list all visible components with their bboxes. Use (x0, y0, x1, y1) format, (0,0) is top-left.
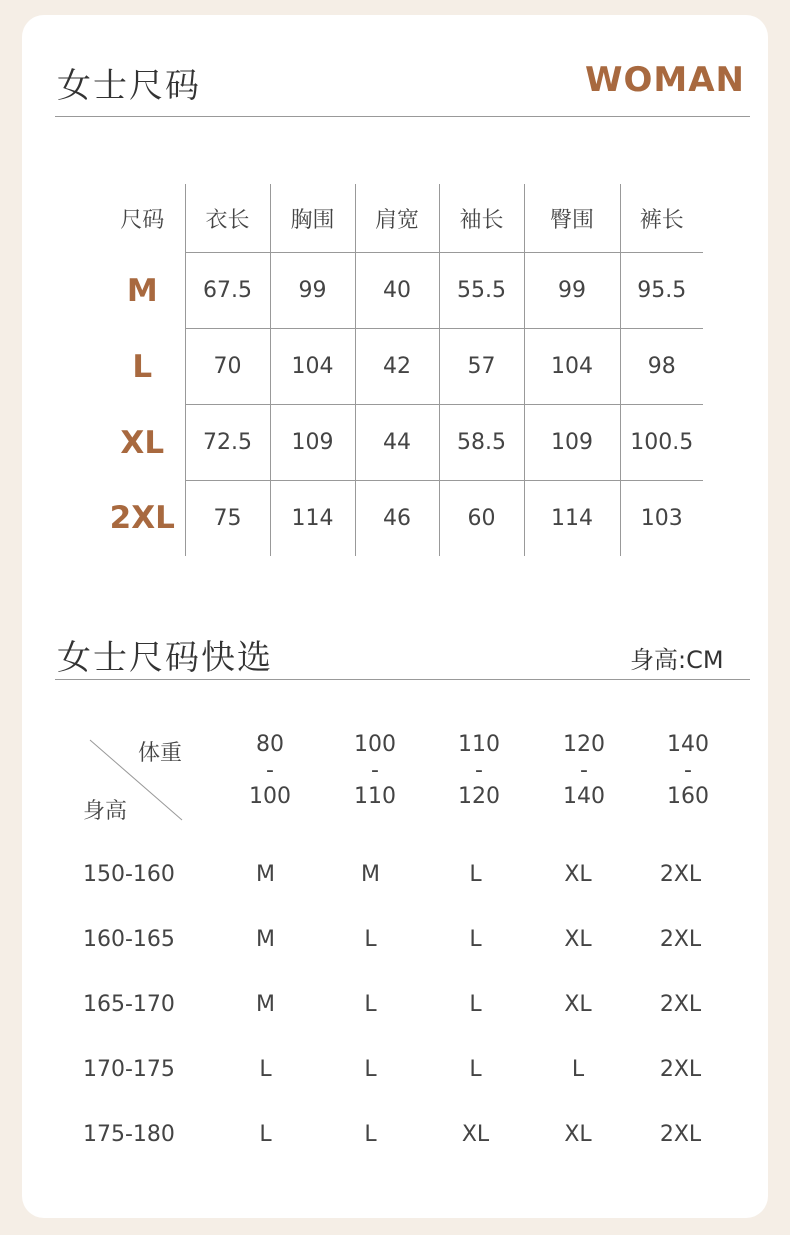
section-divider (55, 116, 750, 117)
table-cell: L (571, 1057, 585, 1082)
table-cell: L (364, 1057, 377, 1082)
table-row (83, 1102, 733, 1167)
weight-range-header: 140 - 160 (667, 732, 709, 809)
table-cell: XL (564, 1122, 592, 1147)
weight-range-header: 120 - 140 (563, 732, 605, 809)
table-row (83, 1037, 733, 1102)
size-label: M (126, 272, 158, 309)
section-title-quick-select: 女士尺码快选 (57, 638, 273, 678)
weight-range-header: 100 - 110 (354, 732, 396, 809)
table-cell: L (259, 1122, 272, 1147)
table-cell: L (364, 1122, 377, 1147)
table-cell: 2XL (659, 927, 702, 952)
table-cell: 40 (355, 253, 439, 329)
table-cell: 46 (355, 481, 439, 557)
table-cell: 2XL (659, 862, 702, 887)
weight-range-header: 110 - 120 (458, 732, 500, 809)
table-cell: 60 (439, 481, 524, 557)
table-cell: 72.5 (185, 405, 270, 481)
weight-range-header: 80 - 100 (249, 732, 291, 809)
table-row (100, 405, 703, 481)
table-cell: L (469, 992, 482, 1017)
table-row (83, 972, 733, 1037)
quick-select-table (83, 842, 733, 1167)
table-cell: 104 (270, 329, 355, 405)
section-title-woman-size: 女士尺码 (57, 66, 201, 106)
header-cell: 胸围 (270, 184, 355, 253)
header-cell: 袖长 (439, 184, 524, 253)
woman-badge: WOMAN (585, 60, 746, 100)
table-cell: 2XL (659, 1122, 702, 1147)
table-row (83, 907, 733, 972)
size-label: 2XL (109, 500, 175, 537)
table-cell: M (256, 927, 275, 952)
height-range-cell: 175-180 (83, 1122, 175, 1147)
table-row (100, 481, 703, 557)
table-cell: 104 (524, 329, 620, 405)
header-cell: 衣长 (185, 184, 270, 253)
table-cell: 2XL (659, 992, 702, 1017)
table-cell: L (469, 1057, 482, 1082)
header-cell: 臀围 (524, 184, 620, 253)
table-cell: 99 (270, 253, 355, 329)
size-table (100, 184, 703, 556)
table-cell: 103 (620, 481, 703, 557)
table-cell: 42 (355, 329, 439, 405)
table-cell: 55.5 (439, 253, 524, 329)
height-range-cell: 170-175 (83, 1057, 175, 1082)
table-cell: L (469, 927, 482, 952)
height-range-cell: 165-170 (83, 992, 175, 1017)
table-cell: XL (564, 992, 592, 1017)
table-cell: L (364, 927, 377, 952)
table-cell: M (361, 862, 380, 887)
table-cell: M (256, 862, 275, 887)
header-cell: 肩宽 (355, 184, 439, 253)
header-cell: 裤长 (620, 184, 703, 253)
table-cell: 75 (185, 481, 270, 557)
size-label: XL (120, 424, 165, 461)
table-cell: XL (461, 1122, 490, 1147)
table-cell: 114 (524, 481, 620, 557)
table-cell: XL (564, 862, 592, 887)
height-unit-label: 身高:CM (630, 646, 724, 674)
table-cell: XL (564, 927, 592, 952)
table-cell: 2XL (659, 1057, 702, 1082)
table-cell: 70 (185, 329, 270, 405)
size-table-header (100, 184, 703, 253)
table-row (100, 253, 703, 329)
table-cell: M (256, 992, 275, 1017)
table-row (100, 329, 703, 405)
height-range-cell: 160-165 (83, 927, 175, 952)
table-cell: 109 (270, 405, 355, 481)
table-cell: 100.5 (620, 405, 703, 481)
table-cell: L (364, 992, 377, 1017)
weight-axis-label: 体重 (138, 741, 183, 766)
table-cell: 99 (524, 253, 620, 329)
table-cell: L (259, 1057, 272, 1082)
height-axis-label: 身高 (83, 799, 128, 824)
section-divider (55, 679, 750, 680)
size-label: L (132, 348, 153, 385)
header-cell: 尺码 (120, 207, 165, 233)
table-cell: 114 (270, 481, 355, 557)
table-cell: L (469, 862, 482, 887)
height-range-cell: 150-160 (83, 862, 175, 887)
table-cell: 98 (620, 329, 703, 405)
table-cell: 44 (355, 405, 439, 481)
table-cell: 109 (524, 405, 620, 481)
table-row (83, 842, 733, 907)
table-cell: 95.5 (620, 253, 703, 329)
table-cell: 67.5 (185, 253, 270, 329)
table-cell: 57 (439, 329, 524, 405)
table-cell: 58.5 (439, 405, 524, 481)
